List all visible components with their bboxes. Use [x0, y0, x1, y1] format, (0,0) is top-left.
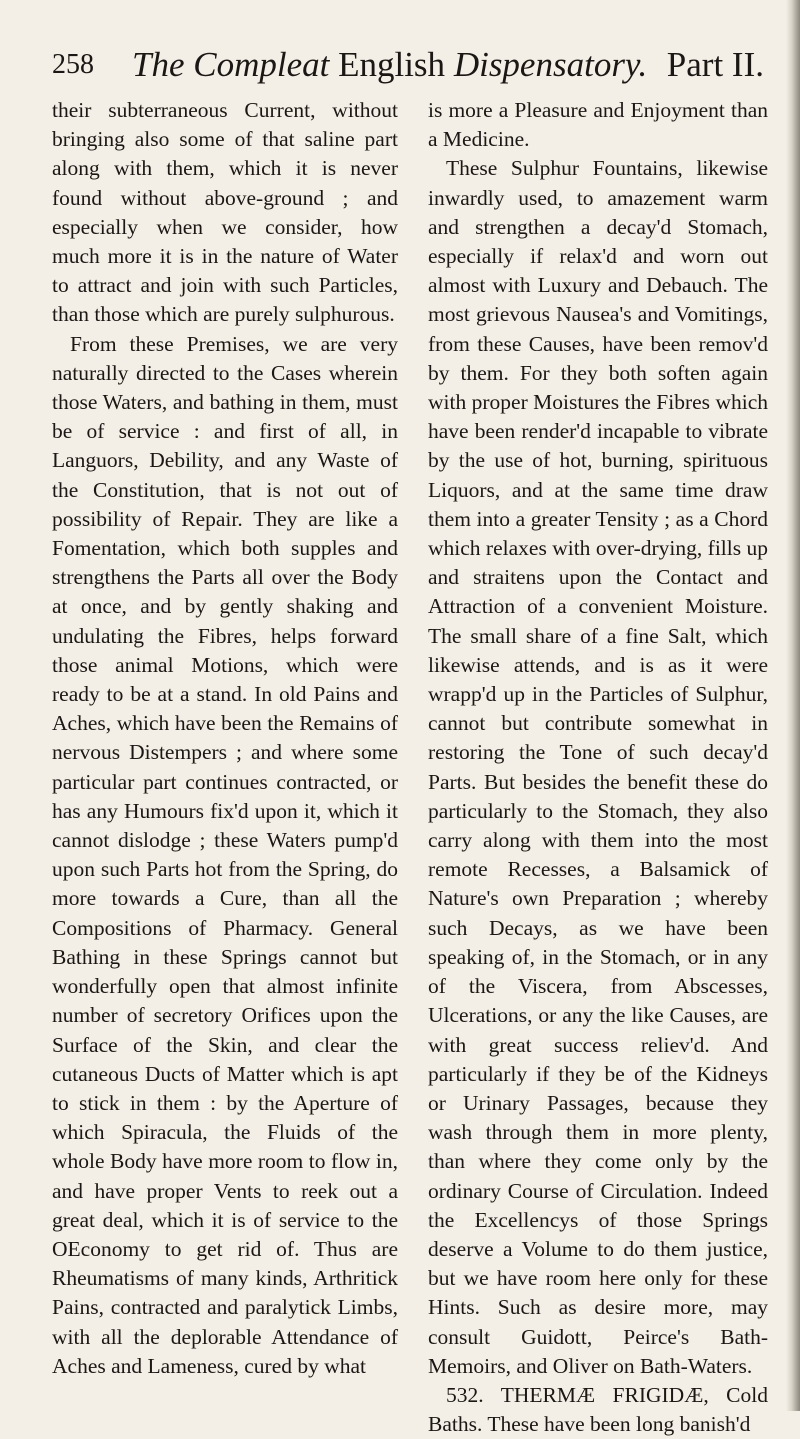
left-paragraph-1: their subterraneous Current, without bringing also some of that saline part along with them, which it is never found without above-ground ; and especially when we consider, how much more it is in the nature of Water to attract and join with such Particles, than those which are purely sulphurous. [52, 98, 398, 327]
left-paragraph-2: From these Premises, we are very naturally directed to the Cases wherein those Waters, and bathing in them, must be of service : and first of all, in Languors, Debility, and any Waste of the Constitution, that is not out of possibility of Repair. They are like a Fomentation, which both supples and strengthens the Parts all over the Body at once, and by gently shaking and undulating the Fibres, helps forward those animal Motions, which were ready to be at a stand. In old Pains and Aches, which have been the Remains of nervous Distempers ; and where some particular part continues contracted, or has any Humours fix'd upon it, which it cannot dislodge ; these Waters pump'd upon such Parts hot from the Spring, do more towards a Cure, than all the Compositions of Pharmacy. General Bathing in these Springs cannot but wonderfully open that almost infinite number of secretory Orifices upon the Surface of the Skin, and clear the cutaneous Ducts of Matter which is apt to stick in them : by the Aperture of which Spiracula, the Fluids of the whole Body have more room to flow in, and have proper Vents to reek out a great deal, which it is of service to the OEconomy to get rid of. Thus are Rheumatisms of many kinds, Arthritick Pains, contracted and paralytick Limbs, with all the deplorable Attendance of Aches and Lameness, cured by what [52, 331, 398, 1378]
title-roman: English [338, 45, 446, 84]
right-paragraph-1: is more a Pleasure and Enjoyment than a Medicine. [428, 98, 768, 152]
page-edge-shadow [786, 0, 800, 1411]
right-paragraph-3: 532. THERMÆ FRIGIDÆ, Cold Baths. These have been long banish'd [428, 1382, 768, 1437]
title-italic-2: Dispensatory. [453, 45, 648, 84]
title-italic-1: The Compleat [132, 45, 330, 84]
right-paragraph-2: These Sulphur Fountains, likewise inwardly used, to amazement warm and strengthen a decay'd Stomach, especially if relax'd and worn out almost with Luxury and Debauch. The most grievous Nausea's and Vomitings, from these Causes, have been remov'd by them. For they both soften again with proper Moistures the Fibres which have been render'd incapable to vibrate by the use of hot, burning, spirituous Liquors, and at the same time draw them into a greater Tensity ; as a Chord which relaxes with over-drying, fills up and straitens upon the Contact and Attraction of a convenient Moisture. The small share of a fine Salt, which likewise attends, and is as it were wrapp'd up in the Particles of Sulphur, cannot but contribute somewhat in restoring the Tone of such decay'd Parts. But besides the benefit these do particularly to the Stomach, they also carry along with them into the most remote Recesses, a Balsamick of Nature's own Preparation ; whereby such Decays, as we have been speaking of, in the Stomach, or in any of the Viscera, from Abscesses, Ulcerations, or any the like Causes, are with great success reliev'd. And particularly if they be of the Kidneys or Urinary Passages, because they wash through them in more plenty, than where they come only by the ordinary Course of Circulation. Indeed the Excellencys of those Springs deserve a Volume to do them justice, but we have room here only for these Hints. Such as desire more, may consult Guidott, Peirce's Bath-Memoirs, and Oliver on Bath-Waters. [428, 156, 768, 1378]
page-number: 258 [52, 49, 94, 80]
right-column [428, 96, 768, 1439]
left-column [52, 96, 398, 1381]
part-label: Part II. [666, 45, 764, 84]
running-title [132, 42, 647, 88]
running-header [52, 42, 764, 88]
